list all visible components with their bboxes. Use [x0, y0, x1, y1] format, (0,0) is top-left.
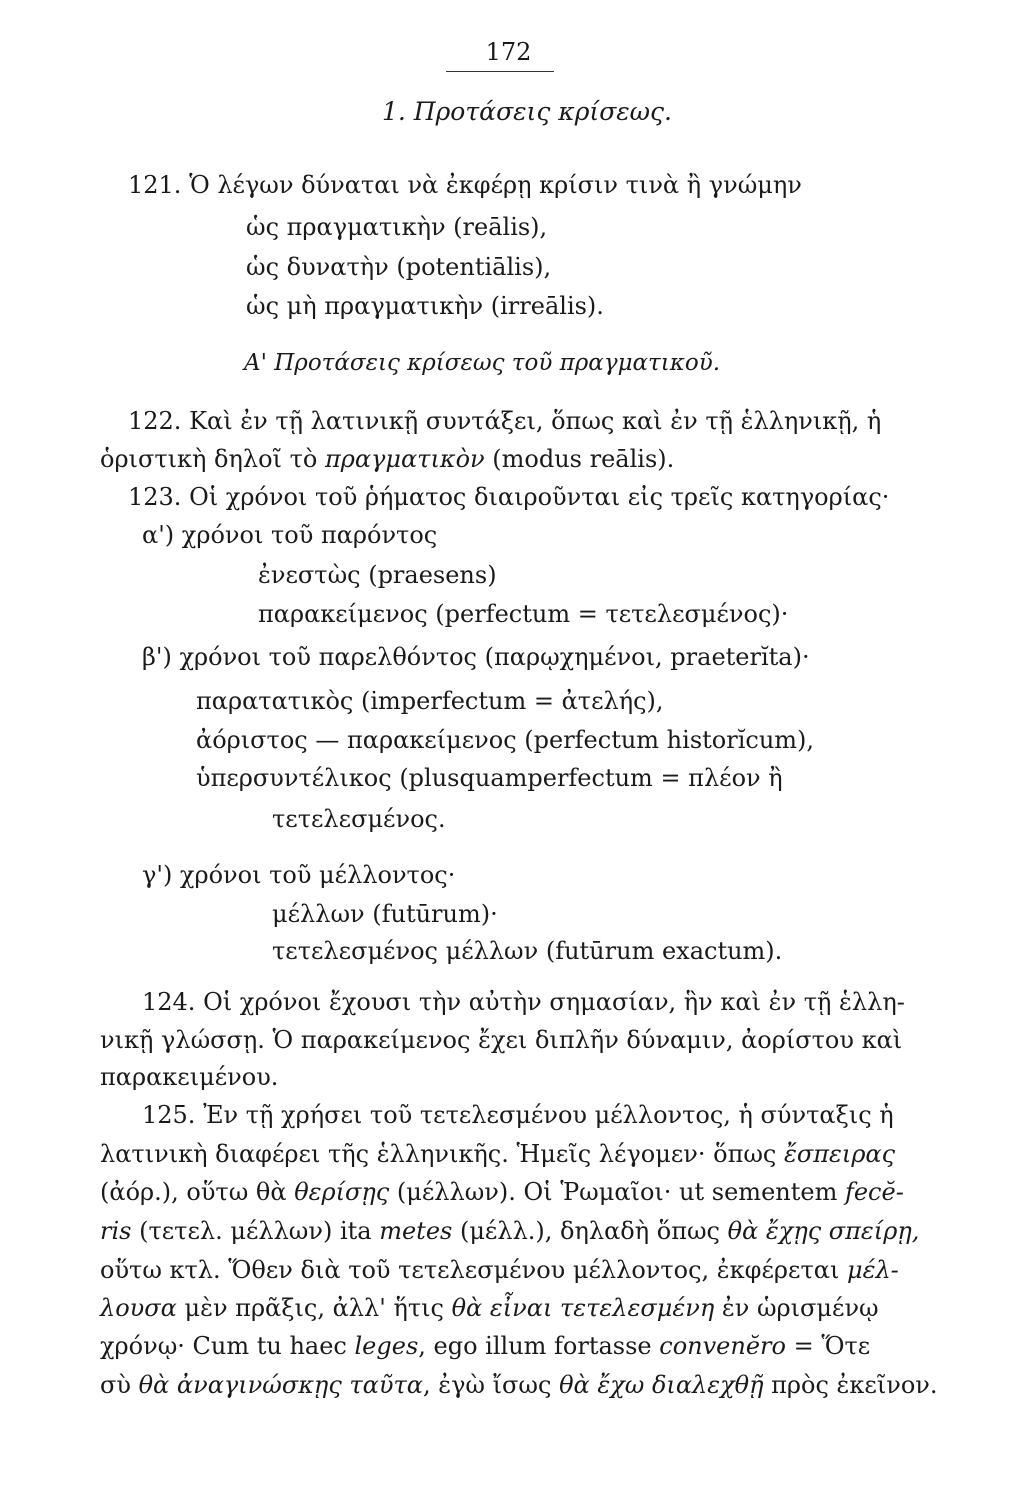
text-run: ὁριστικὴ δηλοῖ τὸ [100, 445, 325, 473]
para-125-line-7 [100, 1331, 870, 1361]
tense-c-item-2: τετελεσμένος μέλλων (futūrum exactum). [272, 937, 783, 965]
para-121-line-3: ὡς δυνατὴν (potentiālis), [246, 253, 552, 281]
tense-group-a-heading: α') χρόνοι τοῦ παρόντος [142, 521, 438, 549]
tense-b-item-2: ἀόριστος — παρακείμενος (perfectum historĭcum), [196, 726, 815, 754]
para-125-line-5 [100, 1255, 899, 1285]
tense-a-item-2: παρακείμενος (perfectum = τετελεσμένος)· [258, 600, 789, 628]
para-123-line-1: 123. Οἱ χρόνοι τοῦ ῥήματος διαιροῦνται εἰς τρεῖς κατηγορίας· [128, 483, 890, 511]
para-125-line-2 [100, 1139, 895, 1169]
emphasis: fecĕ- [844, 1178, 904, 1206]
emphasis: θὰ ἔχω διαλεχθῇ [559, 1371, 764, 1399]
emphasis: ris [100, 1217, 132, 1245]
section-heading: 1. Προτάσεις κρίσεως. [382, 97, 673, 126]
emphasis: πραγματικὸν [324, 445, 485, 473]
subheading-realis: Α' Προτάσεις κρίσεως τοῦ πραγματικοῦ. [244, 350, 721, 376]
text-run: χρόνῳ· Cum tu haec [100, 1332, 355, 1360]
text-run: (ἀόρ.), οὕτω θὰ [100, 1178, 295, 1206]
para-122-line-1: 122. Καὶ ἐν τῇ λατινικῇ συντάξει, ὅπως καὶ ἐν τῇ ἑλληνικῇ, ἡ [128, 407, 882, 435]
text-run: , ἐγὼ ἴσως [422, 1371, 560, 1399]
para-124-line-3: παρακειμένου. [100, 1063, 279, 1091]
page-number: 172 [485, 38, 532, 66]
text-run: λατινικὴ διαφέρει τῆς ἑλληνικῆς. Ἡμεῖς λέγομεν· ὅπως [100, 1140, 784, 1168]
tense-a-item-1: ἐνεστὼς (praesens) [258, 561, 497, 589]
tense-b-item-3-cont: τετελεσμένος. [272, 805, 446, 833]
text-run: (μέλλων). Οἱ Ῥωμαῖοι· ut sementem [389, 1178, 845, 1206]
emphasis: ἔσπειρας [784, 1140, 896, 1168]
tense-c-item-1: μέλλων (futūrum)· [272, 900, 498, 928]
tense-group-c-heading: γ') χρόνοι τοῦ μέλλοντος· [142, 861, 456, 889]
tense-group-b-heading: β') χρόνοι τοῦ παρελθόντος (παρῳχημένοι, praeterĭta)· [142, 643, 810, 671]
para-122-line-2 [100, 444, 674, 474]
emphasis: metes [379, 1217, 453, 1245]
para-125-line-6 [100, 1293, 879, 1323]
emphasis: leges [354, 1332, 419, 1360]
para-125-line-4 [100, 1216, 919, 1246]
tense-b-item-1: παρατατικὸς (imperfectum = ἀτελής), [196, 687, 664, 715]
para-124-line-2: νικῇ γλώσσῃ. Ὁ παρακείμενος ἔχει διπλῆν δύναμιν, ἀορίστου καὶ [100, 1026, 903, 1054]
text-run: ἐν ὡρισμένῳ [714, 1294, 879, 1322]
text-run: (μέλλ.), δηλαδὴ ὅπως [452, 1217, 728, 1245]
para-125-line-3 [100, 1177, 904, 1207]
para-121-line-1: 121. Ὁ λέγων δύναται νὰ ἐκφέρῃ κρίσιν τινὰ ἢ γνώμην [128, 171, 802, 199]
emphasis: λουσα [100, 1294, 177, 1322]
para-124-line-1: 124. Οἱ χρόνοι ἔχουσι τὴν αὐτὴν σημασίαν, ἣν καὶ ἐν τῇ ἑλλη- [142, 988, 905, 1016]
tense-b-item-3: ὑπερσυντέλικος (plusquamperfectum = πλέον ἢ [196, 764, 783, 792]
text-run: μὲν πρᾶξις, ἀλλ' ἥτις [176, 1294, 452, 1322]
emphasis: θὰ ἀναγινώσκῃς ταῦτα [138, 1371, 423, 1399]
emphasis: θὰ ἔχῃς σπείρῃ, [727, 1217, 920, 1245]
para-125-line-8 [100, 1370, 938, 1400]
text-run: πρὸς ἐκεῖνον. [763, 1371, 938, 1399]
text-run: (τετελ. μέλλων) ita [131, 1217, 380, 1245]
text-run: (modus reālis). [484, 445, 675, 473]
para-125-line-1: 125. Ἐν τῇ χρήσει τοῦ τετελεσμένου μέλλοντος, ἡ σύνταξις ἡ [142, 1101, 894, 1129]
text-run: = Ὅτε [785, 1332, 871, 1360]
emphasis: convenĕro [659, 1332, 786, 1360]
text-run: σὺ [100, 1371, 139, 1399]
page-number-rule [446, 71, 554, 72]
para-121-line-2: ὡς πραγματικὴν (reālis), [246, 213, 548, 241]
emphasis: μέλ- [846, 1256, 899, 1284]
emphasis: θερίσῃς [294, 1178, 390, 1206]
text-run: οὕτω κτλ. Ὅθεν διὰ τοῦ τετελεσμένου μέλλοντος, ἐκφέρεται [100, 1256, 847, 1284]
para-121-line-4: ὡς μὴ πραγματικὴν (irreālis). [246, 292, 604, 320]
emphasis: θὰ εἶναι τετελεσμένη [451, 1294, 715, 1322]
text-run: , ego illum fortasse [418, 1332, 660, 1360]
